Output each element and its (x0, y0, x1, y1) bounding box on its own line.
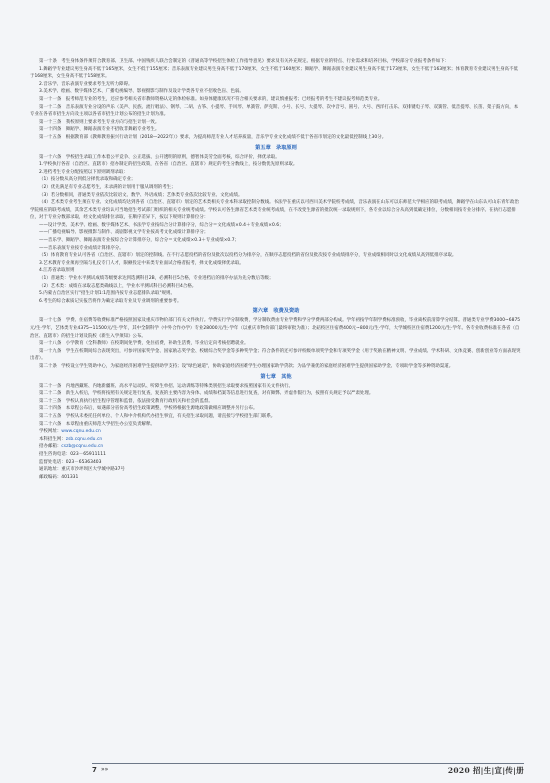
chapter-heading: 第五章 录取原则 (255, 144, 297, 151)
contact-email (30, 443, 522, 451)
article-paragraph: 第一十三条 我校原则上要求考生专业方向与招生计划一致。 (39, 119, 160, 125)
article-paragraph: （2）优先满足有专业志愿考生，未录满的计划用于服从调剂的考生； (39, 184, 176, 190)
article-paragraph: （1）按分数从高分到低分择优录取和确定专业； (39, 177, 136, 183)
article-paragraph: 第一十一条 报考师范专业的考生，还应参考相关省市教师资格认定的体检标准。如身体健康状况不符合相关要求的，建议慎重报考；已经报考的考生不建议报考师范类专业。 (39, 96, 383, 102)
arrow-decoration: »» (101, 766, 109, 773)
contact-value: 023－65911111 (70, 451, 106, 457)
article-paragraph: 1.学校执行各省（自治区、直辖市）招办制定的招生政策，在各省（自治区、直辖市）规定的考生分数线上，按分数优先原则录取。 (39, 162, 298, 168)
contact-label: 招生咨询电话： (39, 451, 71, 457)
contact-phone (30, 451, 522, 459)
article-paragraph: （1）普通类：学业水平测试成绩等级要求达到选测科目2B，必测科目5合格，专业进档后的排序办法为先分数后等级； (39, 276, 274, 282)
contact-supervision-phone (30, 459, 522, 467)
article-paragraph: 第一十七条 学费、住宿费等收费标准严格按照国家及重庆市物价部门有关文件执行。学费实行学分制收费，学分制收费由专业学费和学分学费两部分构成。学年初按学年制学费标准预收，毕业离校前清算学分结算。普通类专业学费3000~6875元/生·学年，艺体类专业4375~11500元/生·学年，其中全制科学（中外合作办学）专业28000元/生·学年（以重庆市物价部门最终审批为准）；北碚校区住宿费400元~800元/生·学年，大学城校区住宿费1200元/生·学年。各专业收费标准在各省（自治区、直辖市）的招生计划及院校《新生入学须知》公布。 (30, 318, 521, 339)
section-physical-requirements (30, 58, 522, 142)
article-paragraph: 第二十五条 学校从未委托任何单位、个人和中介机构代办招生事宜，有关招生录取问题，请直接与学校招生部门联系。 (39, 413, 276, 419)
regulations-body (30, 58, 522, 481)
contact-website (30, 428, 522, 436)
article-paragraph: ——音乐学、舞蹈学、舞蹈表演专业按综合分计算排序分，综合分＝文化成绩×0.3＋专业成绩×0.7； (39, 238, 240, 244)
article-paragraph: ——广播电视编导、影视摄影与制作、戏剧影视文学专业按高考文化成绩计算排序分； (39, 230, 209, 236)
section-fees-aid (30, 317, 522, 370)
article-paragraph: 第二十二条 新生入校后，学校将按照有关规定进行复查，复查的主要内容为身体、成绩和档案等信息进行复查，对有舞弊、弄虚作假行为，按照有关规定予以严肃处理。 (39, 391, 374, 397)
contact-list (30, 428, 522, 481)
contact-label: 招办邮箱： (39, 444, 62, 450)
email-link[interactable]: cszb@cqnu.edu.cn (61, 444, 104, 450)
article-paragraph: （5）体育教育专业认可各省（自治区、直辖市）划定的控制线。在不行志愿投档的省份及批次以投档分为排序分，在顺序志愿投档的省份及批次按专业成绩排序分，专业成绩相同时以文化成绩从高到低排序录取。 (39, 253, 457, 259)
chapter-heading: 第七章 其他 (260, 373, 292, 380)
article-paragraph: 第一十五条 根据教育部《教师教育振兴行动计划（2018—2022年）》要求，为提高师范专业人才培养质量，音乐学专业文化成绩不低于各省市划定的文化最低控制线上30分。 (39, 134, 387, 140)
article-paragraph: 2.音乐学、音乐表演专业要求考生无听力障碍。 (39, 81, 133, 87)
article-paragraph: （2）艺术类：成绩在录取志愿类确线以上，学业水平测试科目必测科目4合格。 (39, 283, 197, 289)
article-paragraph: 第一十八条 小学教育（全科教师）在校期间免学费，免住宿费，补助生活费，毕业后定向考核招聘就业。 (39, 341, 249, 347)
article-paragraph: 3.美术学、绘画、数字媒体艺术、广播电视编导、影视摄影与制作及设计学类各专业不招收色盲、色弱。 (39, 89, 244, 95)
contact-admission-site (30, 436, 522, 444)
article-paragraph: 1.舞蹈学专业建议男生身高不低于165厘米，女生不低于155厘米；音乐表演专业建议男生身高不低于170厘米，女生不低于160厘米；舞蹈学、舞蹈表演专业建议男生身高不低于173厘米，女生不低于163厘米；体育教育专业建议男生身高不低于168厘米，女生身高不低于158厘米。 (30, 66, 518, 80)
article-paragraph: 5.内蒙古自治区实行"招生计划1:1范围内按专业志愿排队录取"规则。 (39, 291, 175, 297)
contact-label: 本科招生网： (39, 436, 66, 442)
brochure-title: 2020 招|生|宣|传|册 (447, 766, 524, 775)
article-paragraph: 4.江苏省录取原则 (39, 268, 75, 274)
contact-value: 重庆市沙坪坝区大学城中路37号 (61, 467, 125, 473)
article-paragraph: ——音乐表演专业按专业成绩计算排序分。 (39, 245, 124, 251)
article-paragraph: 第一十六条 学校招生录取工作本着公平竞争、公正选拔、公开透明的原则，德智体美劳全面考核，综合评价，择优录取。 (39, 154, 280, 160)
page-number: 7 (92, 766, 97, 774)
article-paragraph: 第二十四条 本章程公布后，如遇部分省份高考招生政策调整，学校将根据生源地政策做相应调整并另行公布。 (39, 406, 258, 412)
admission-site-link[interactable]: zsb.cqnu.edu.cn (65, 436, 103, 442)
article-paragraph: 第一十二条 音乐表演专业分设的声乐（美声、民族、流行唱法）、钢琴、二胡、古筝、小提琴、手风琴、单簧管、萨克斯、小号、长号、大提琴、次中音号、圆号、大号、西洋打击乐、双排键电子琴、双簧管、低音提琴、长笛、架子鼓方向，本专业在各省市招生方向及主项以各省市招生计划公布的招生计划为准。 (30, 104, 519, 118)
article-paragraph: 第二十三条 学校认真执行招生程序管理和监督，依法接受教育行政机关和社会的监督。 (39, 398, 213, 404)
contact-label: 监督处电话： (39, 459, 66, 465)
article-paragraph: 第二十六条 本章程由重庆师范大学招生办公室负责解释。 (39, 421, 155, 427)
contact-value: 401331 (61, 474, 79, 480)
article-paragraph: 2.进档考生专业分配按照以下原则调剂录取： (39, 169, 128, 175)
article-paragraph: 6.考生的综合素质记实报告将作为确定录取专业及专业调剂的重要参考。 (39, 298, 182, 304)
article-paragraph: 第二十条 学校设立学生资助中心，为家庭经济困难学生提供助学支持；设"绿色通道"，协助家庭经济困难学生办理国家助学贷款；为品学兼优的家庭经济困难学生提供国家助学金、专项助学金等多种资助渠道。 (39, 363, 454, 369)
chapter-heading: 第六章 收费及资助 (252, 308, 300, 315)
contact-label: 通讯地址： (39, 467, 62, 473)
article-paragraph: ——设计学类、美术学、绘画、数字媒体艺术、书法学专业按综合分计算排序分，综合分＝文化成绩×0.4＋专业成绩×0.6； (39, 222, 284, 228)
page-footer (92, 763, 524, 776)
article-paragraph: 3.艺术教育专业须再空隔与礼仪专门人才，限额投定中来类专业面试合格者报考，择文化成绩择优录取。 (39, 260, 244, 266)
section-other (30, 383, 522, 429)
article-paragraph: 第一十条 考生身体条件须符合教育部、卫生部、中国残疾人联合会制定的《普通高等学校招生体检工作指导意见》要求及有关补充规定。根据专业的特点、行业需求和培养目标，学校部分专业报考条件如下： (39, 59, 450, 64)
article-paragraph: （3）若分数相同，普通类专业依次比较语文、数学、外语成绩；艺体类专业依次比较专业、文化成绩。 (39, 192, 243, 198)
contact-label: 邮政编码： (39, 474, 62, 480)
website-link[interactable]: www.cqnu.edu.cn (61, 429, 101, 435)
article-paragraph: 第一十四条 舞蹈学、舞蹈表演专业不招收非舞蹈专业考生。 (39, 127, 160, 133)
article-paragraph: 第二十一条 内地西藏班、内地新疆班、高水平运动队、听障生单招、运动训练等特殊类别招生录取要求按照国家有关文件执行。 (39, 383, 294, 389)
article-paragraph: （4）艺术类专业考生须在专业、文化成绩均达到各省（自治区、直辖市）划定的艺术类相关专业本科录取控制分数线。书法学在重庆以可西川美术学院校考成绩，音乐表演在山东可以东师范大学相应的联考成绩，舞蹈学在山东认可山东青年政治学院相应的联考成绩，其余艺术类专业均认可当地招生考试部门组织的相关专业统考成绩。学校认可各生源省艺术类专业统考成绩，在不改变生源省的批次统一录取规则下，各专业以综合分从高到低确定排位，分数相同按专业分排序。在执行志愿排位，对于专业分数部录取，经文化成绩排位录取，在顺序差异下，按以下规则计算排位分： (30, 200, 519, 221)
contact-value: 023－65363403 (65, 459, 102, 465)
contact-label: 学校网址： (39, 429, 62, 435)
contact-address (30, 466, 522, 474)
article-paragraph: 第一十九条 学生在校期间综合表现突出，可参评国家奖学金、国家励志奖学金、校级综合奖学金等多种奖学金；符合条件的还可参评校级单项奖学金和专项奖学金（用于奖励在精神文明、学业成绩、学术科研、文体竞赛、创新创业等方面表现突出者）。 (30, 348, 521, 362)
contact-postcode (30, 474, 522, 482)
section-admission-principles (30, 154, 522, 306)
